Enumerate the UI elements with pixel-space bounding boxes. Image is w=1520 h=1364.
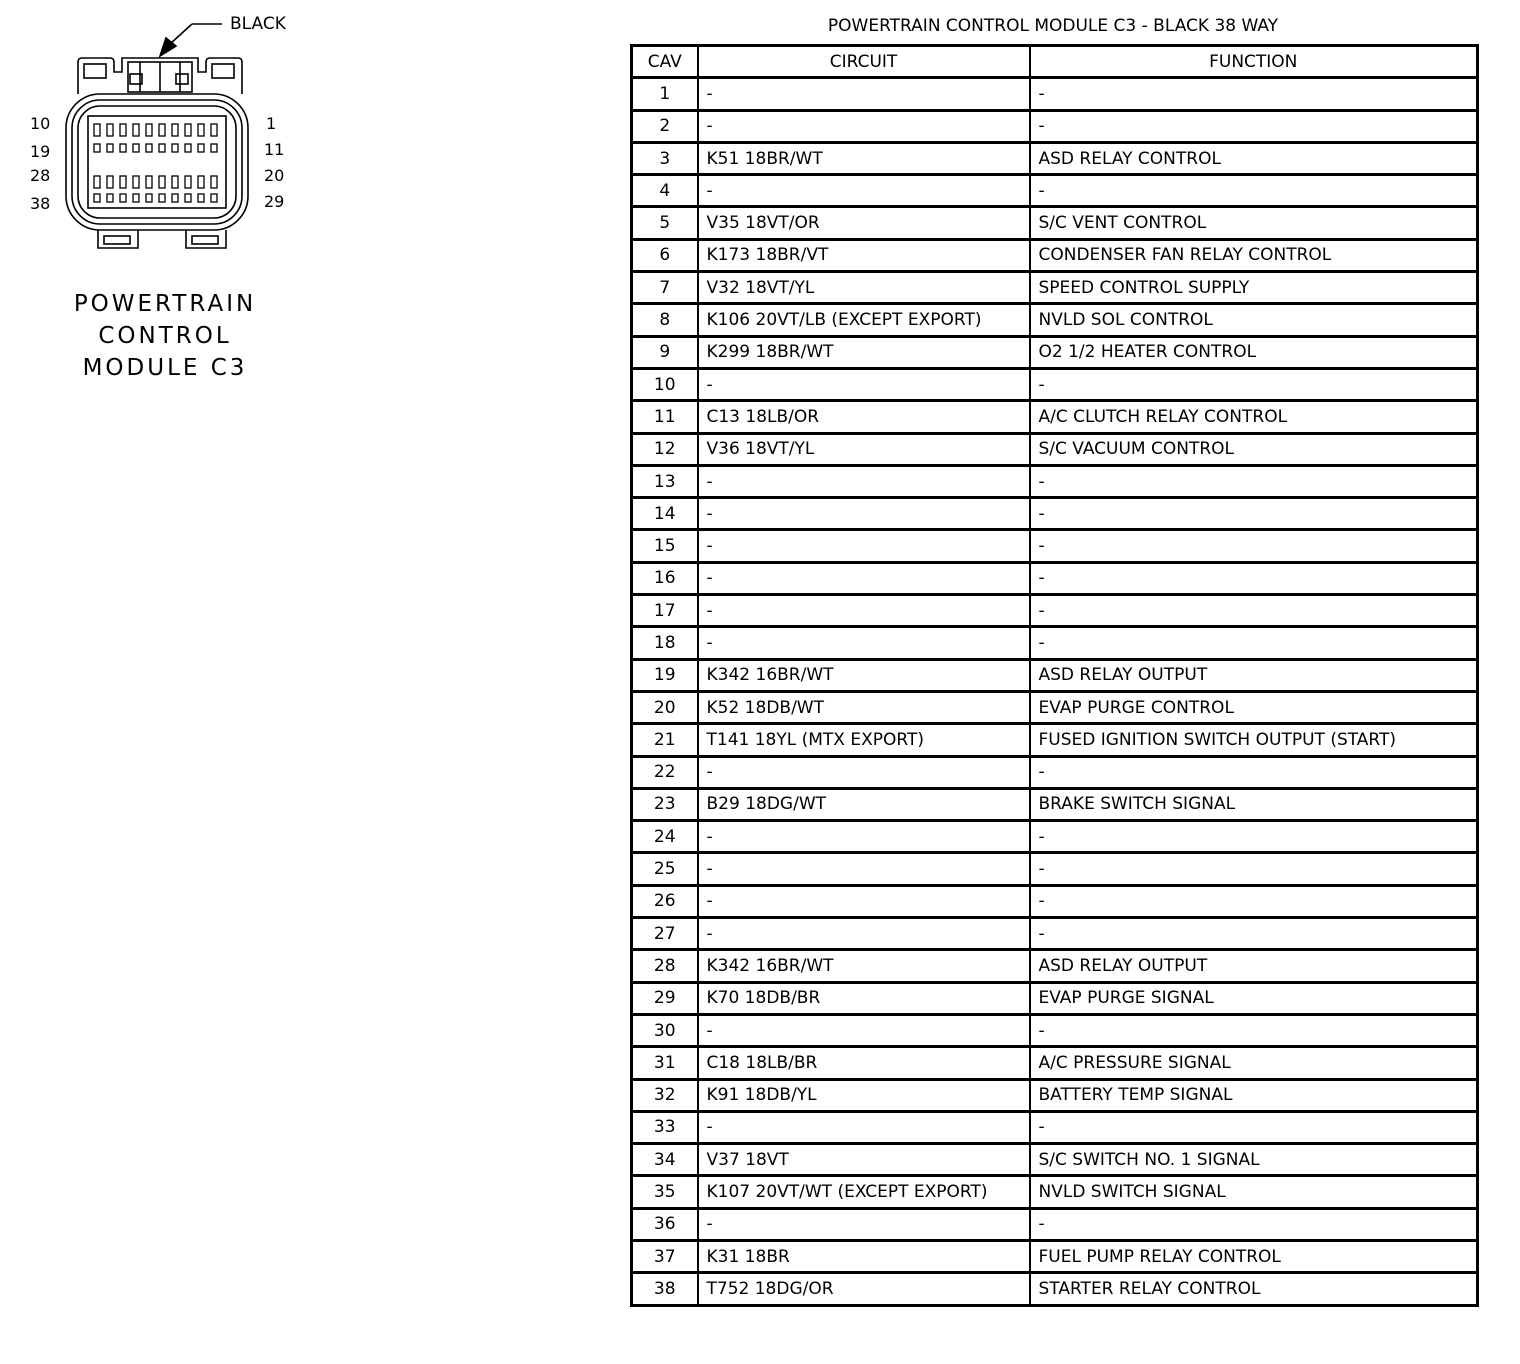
cell-cav: 17: [632, 595, 698, 627]
latch-right: [212, 64, 234, 78]
connector-pin: [120, 124, 126, 136]
cell-cav: 36: [632, 1208, 698, 1240]
cell-circuit: -: [698, 1208, 1030, 1240]
pin-label-38: 38: [30, 194, 51, 213]
cell-circuit: V37 18VT: [698, 1144, 1030, 1176]
cell-circuit: -: [698, 1111, 1030, 1143]
cell-function: -: [1030, 368, 1478, 400]
cell-cav: 7: [632, 272, 698, 304]
table-row: [632, 272, 1478, 304]
cell-function: -: [1030, 465, 1478, 497]
table-row: [632, 691, 1478, 723]
cell-function: -: [1030, 1208, 1478, 1240]
table-row: [632, 207, 1478, 239]
cell-cav: 12: [632, 433, 698, 465]
cell-cav: 25: [632, 853, 698, 885]
cell-function: -: [1030, 918, 1478, 950]
cell-circuit: K342 16BR/WT: [698, 950, 1030, 982]
cell-cav: 24: [632, 821, 698, 853]
cell-circuit: K52 18DB/WT: [698, 691, 1030, 723]
header-function: FUNCTION: [1030, 46, 1478, 78]
table-row: [632, 368, 1478, 400]
pin-label-20: 20: [264, 166, 285, 185]
table-row: [632, 401, 1478, 433]
table-row: [632, 1014, 1478, 1046]
connector-pin: [198, 176, 204, 188]
table-row: [632, 821, 1478, 853]
cell-function: O2 1/2 HEATER CONTROL: [1030, 336, 1478, 368]
connector-pin: [159, 124, 165, 136]
cell-circuit: -: [698, 562, 1030, 594]
pin-label-29: 29: [264, 192, 285, 211]
cell-cav: 27: [632, 918, 698, 950]
table-row: [632, 950, 1478, 982]
connector-pin: [211, 124, 217, 136]
cell-function: -: [1030, 1111, 1478, 1143]
table-row: [632, 1079, 1478, 1111]
cell-circuit: C13 18LB/OR: [698, 401, 1030, 433]
cell-function: FUEL PUMP RELAY CONTROL: [1030, 1240, 1478, 1272]
connector-pin: [198, 144, 204, 152]
connector-pin: [133, 194, 139, 202]
connector-pin: [172, 144, 178, 152]
connector-pin: [94, 194, 100, 202]
connector-pin: [133, 176, 139, 188]
cell-function: BRAKE SWITCH SIGNAL: [1030, 788, 1478, 820]
cell-function: -: [1030, 498, 1478, 530]
header-circuit: CIRCUIT: [698, 46, 1030, 78]
connector-pin: [133, 124, 139, 136]
cell-function: ASD RELAY OUTPUT: [1030, 950, 1478, 982]
cell-function: -: [1030, 756, 1478, 788]
connector-pin: [94, 144, 100, 152]
cell-circuit: K107 20VT/WT (EXCEPT EXPORT): [698, 1176, 1030, 1208]
connector-pin: [172, 176, 178, 188]
connector-pin: [146, 176, 152, 188]
cell-cav: 32: [632, 1079, 698, 1111]
connector-pin: [211, 176, 217, 188]
cell-function: S/C SWITCH NO. 1 SIGNAL: [1030, 1144, 1478, 1176]
table-row: [632, 1144, 1478, 1176]
cell-circuit: -: [698, 1014, 1030, 1046]
cell-cav: 37: [632, 1240, 698, 1272]
table-row: [632, 1047, 1478, 1079]
cell-circuit: -: [698, 498, 1030, 530]
cell-circuit: -: [698, 853, 1030, 885]
cell-function: NVLD SOL CONTROL: [1030, 304, 1478, 336]
caption-line: CONTROL: [98, 323, 232, 349]
table-row: [632, 530, 1478, 562]
pin-label-1: 1: [266, 114, 277, 133]
cell-cav: 38: [632, 1273, 698, 1305]
pinout-table: [630, 44, 1479, 1307]
cell-cav: 22: [632, 756, 698, 788]
cell-cav: 4: [632, 175, 698, 207]
cell-cav: 26: [632, 885, 698, 917]
cell-function: -: [1030, 627, 1478, 659]
table-row: [632, 433, 1478, 465]
table-row: [632, 1208, 1478, 1240]
table-row: [632, 788, 1478, 820]
table-row: [632, 1240, 1478, 1272]
connector-pin: [94, 124, 100, 136]
cell-function: A/C CLUTCH RELAY CONTROL: [1030, 401, 1478, 433]
table-header-row: [632, 46, 1478, 78]
pin-label-11: 11: [264, 140, 285, 159]
cell-function: -: [1030, 78, 1478, 110]
cell-circuit: -: [698, 175, 1030, 207]
table-row: [632, 304, 1478, 336]
connector-pin: [94, 176, 100, 188]
cell-cav: 23: [632, 788, 698, 820]
pin-label-28: 28: [30, 166, 51, 185]
cell-cav: 31: [632, 1047, 698, 1079]
cell-cav: 9: [632, 336, 698, 368]
cell-cav: 33: [632, 1111, 698, 1143]
cell-cav: 5: [632, 207, 698, 239]
cell-function: NVLD SWITCH SIGNAL: [1030, 1176, 1478, 1208]
connector-pin: [107, 176, 113, 188]
cell-circuit: -: [698, 465, 1030, 497]
connector-pin: [185, 194, 191, 202]
cell-function: -: [1030, 821, 1478, 853]
cell-cav: 14: [632, 498, 698, 530]
cell-function: BATTERY TEMP SIGNAL: [1030, 1079, 1478, 1111]
cell-cav: 30: [632, 1014, 698, 1046]
table-row: [632, 175, 1478, 207]
cell-cav: 8: [632, 304, 698, 336]
cell-circuit: K173 18BR/VT: [698, 239, 1030, 271]
cell-circuit: -: [698, 918, 1030, 950]
connector-pin: [185, 176, 191, 188]
cell-circuit: -: [698, 110, 1030, 142]
connector-pin: [185, 144, 191, 152]
cell-circuit: K51 18BR/WT: [698, 142, 1030, 174]
cell-function: -: [1030, 1014, 1478, 1046]
connector-pin: [146, 144, 152, 152]
cell-cav: 16: [632, 562, 698, 594]
table-title: POWERTRAIN CONTROL MODULE C3 - BLACK 38 WAY: [827, 16, 1279, 36]
cell-circuit: K91 18DB/YL: [698, 1079, 1030, 1111]
cell-circuit: V32 18VT/YL: [698, 272, 1030, 304]
cell-circuit: K70 18DB/BR: [698, 982, 1030, 1014]
caption-line: POWERTRAIN: [73, 291, 257, 317]
table-row: [632, 110, 1478, 142]
cell-cav: 29: [632, 982, 698, 1014]
color-label: BLACK: [230, 14, 286, 34]
cell-cav: 15: [632, 530, 698, 562]
connector-pin: [120, 144, 126, 152]
pin-label-19: 19: [30, 142, 51, 161]
cell-cav: 1: [632, 78, 698, 110]
cell-circuit: T141 18YL (MTX EXPORT): [698, 724, 1030, 756]
cell-circuit: V35 18VT/OR: [698, 207, 1030, 239]
connector-pin: [120, 176, 126, 188]
table-row: [632, 142, 1478, 174]
cell-cav: 13: [632, 465, 698, 497]
table-row: [632, 498, 1478, 530]
pin-label-10: 10: [30, 114, 51, 133]
cell-circuit: K299 18BR/WT: [698, 336, 1030, 368]
cell-cav: 20: [632, 691, 698, 723]
cell-function: SPEED CONTROL SUPPLY: [1030, 272, 1478, 304]
cell-function: -: [1030, 562, 1478, 594]
table-row: [632, 756, 1478, 788]
connector-shell-outer: [66, 94, 248, 230]
cell-function: -: [1030, 885, 1478, 917]
cell-function: -: [1030, 110, 1478, 142]
table-row: [632, 853, 1478, 885]
cell-cav: 10: [632, 368, 698, 400]
connector-pin: [198, 194, 204, 202]
cell-circuit: K106 20VT/LB (EXCEPT EXPORT): [698, 304, 1030, 336]
cell-function: ASD RELAY CONTROL: [1030, 142, 1478, 174]
cell-cav: 11: [632, 401, 698, 433]
cell-function: -: [1030, 853, 1478, 885]
connector-pin: [107, 144, 113, 152]
latch-left: [84, 64, 106, 78]
connector-pin: [198, 124, 204, 136]
table-row: [632, 465, 1478, 497]
table-row: [632, 239, 1478, 271]
cell-circuit: K31 18BR: [698, 1240, 1030, 1272]
cell-cav: 28: [632, 950, 698, 982]
cell-circuit: -: [698, 627, 1030, 659]
connector-diagram: [0, 0, 300, 260]
table-row: [632, 336, 1478, 368]
cell-function: STARTER RELAY CONTROL: [1030, 1273, 1478, 1305]
cell-circuit: -: [698, 530, 1030, 562]
cell-cav: 35: [632, 1176, 698, 1208]
cell-circuit: -: [698, 885, 1030, 917]
cell-circuit: -: [698, 368, 1030, 400]
cell-cav: 21: [632, 724, 698, 756]
table-row: [632, 595, 1478, 627]
connector-pin: [172, 124, 178, 136]
caption-line: MODULE C3: [82, 355, 248, 381]
cell-function: EVAP PURGE SIGNAL: [1030, 982, 1478, 1014]
cell-cav: 34: [632, 1144, 698, 1176]
cell-circuit: K342 16BR/WT: [698, 659, 1030, 691]
connector-shell-mid: [72, 100, 242, 224]
cell-function: -: [1030, 595, 1478, 627]
connector-pin: [146, 124, 152, 136]
cell-function: A/C PRESSURE SIGNAL: [1030, 1047, 1478, 1079]
cell-cav: 19: [632, 659, 698, 691]
cell-circuit: B29 18DG/WT: [698, 788, 1030, 820]
cell-function: S/C VACUUM CONTROL: [1030, 433, 1478, 465]
connector-pin: [211, 144, 217, 152]
connector-pin: [107, 124, 113, 136]
cell-function: S/C VENT CONTROL: [1030, 207, 1478, 239]
table-row: [632, 1273, 1478, 1305]
cell-function: EVAP PURGE CONTROL: [1030, 691, 1478, 723]
cell-circuit: C18 18LB/BR: [698, 1047, 1030, 1079]
cell-function: -: [1030, 530, 1478, 562]
table-row: [632, 1111, 1478, 1143]
table-row: [632, 562, 1478, 594]
cell-cav: 6: [632, 239, 698, 271]
cell-circuit: -: [698, 821, 1030, 853]
cell-circuit: -: [698, 595, 1030, 627]
pinout-table-body: [632, 78, 1478, 1305]
cell-circuit: T752 18DG/OR: [698, 1273, 1030, 1305]
connector-pin: [159, 144, 165, 152]
table-row: [632, 982, 1478, 1014]
cell-function: ASD RELAY OUTPUT: [1030, 659, 1478, 691]
connector-pin: [185, 124, 191, 136]
connector-pin: [107, 194, 113, 202]
cell-cav: 2: [632, 110, 698, 142]
cell-circuit: V36 18VT/YL: [698, 433, 1030, 465]
connector-pin: [120, 194, 126, 202]
table-row: [632, 885, 1478, 917]
cell-circuit: -: [698, 756, 1030, 788]
table-row: [632, 1176, 1478, 1208]
connector-pin: [146, 194, 152, 202]
cell-function: FUSED IGNITION SWITCH OUTPUT (START): [1030, 724, 1478, 756]
table-row: [632, 78, 1478, 110]
cell-function: -: [1030, 175, 1478, 207]
connector-pin: [159, 176, 165, 188]
cell-cav: 18: [632, 627, 698, 659]
table-row: [632, 659, 1478, 691]
connector-pin: [159, 194, 165, 202]
connector-pin: [133, 144, 139, 152]
cell-function: CONDENSER FAN RELAY CONTROL: [1030, 239, 1478, 271]
connector-pin: [172, 194, 178, 202]
cell-circuit: -: [698, 78, 1030, 110]
connector-pin: [211, 194, 217, 202]
header-cav: CAV: [632, 46, 698, 78]
diagram-caption: [40, 288, 290, 384]
table-row: [632, 627, 1478, 659]
table-row: [632, 918, 1478, 950]
table-row: [632, 724, 1478, 756]
cell-cav: 3: [632, 142, 698, 174]
